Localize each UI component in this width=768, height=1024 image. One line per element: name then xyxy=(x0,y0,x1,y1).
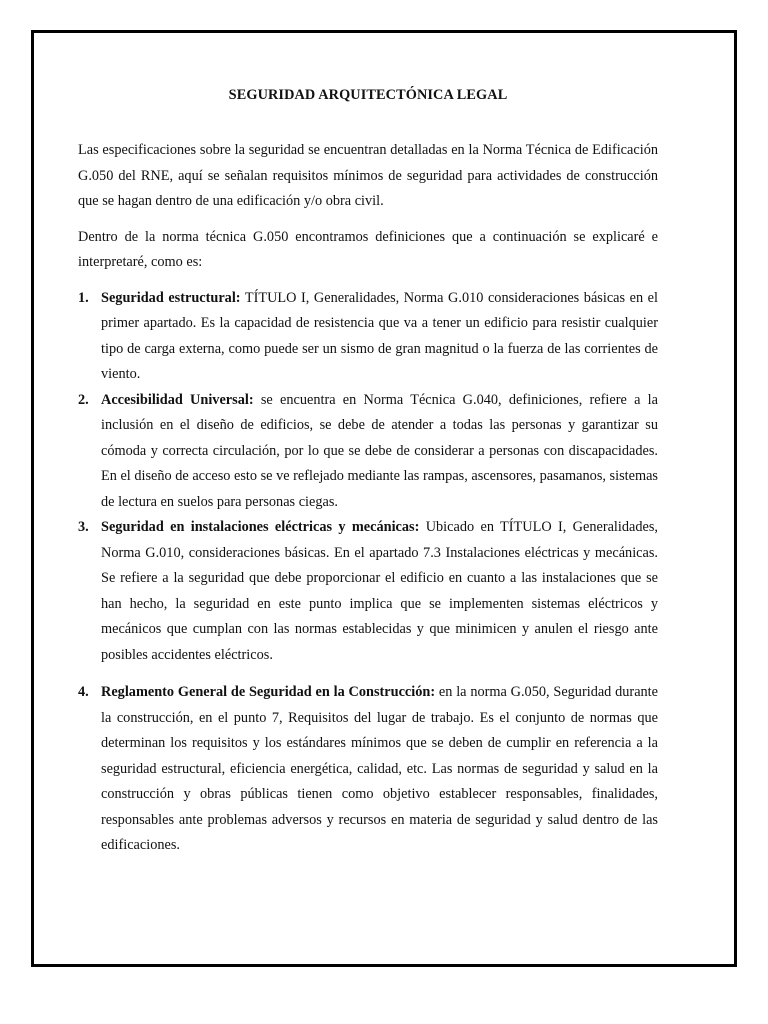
list-item xyxy=(78,515,658,668)
item-text: TÍTULO I, Generalidades, Norma G.010 consideraciones básicas en el primer apartado. Es la capacidad de resistencia que va a tener un edificio para resistir cualquier tipo de carga externa, como puede ser un sismo de gran magnitud o la fuerza de las corrientes de viento. xyxy=(101,289,658,382)
list-item xyxy=(78,680,658,859)
item-term: Accesibilidad Universal: xyxy=(101,391,254,408)
item-number: 3. xyxy=(78,519,89,535)
item-number: 4. xyxy=(78,684,89,700)
definitions-list xyxy=(78,286,658,859)
definitions-paragraph: Dentro de la norma técnica G.050 encontramos definiciones que a continuación se explicaré e interpretaré, como es: xyxy=(78,228,658,270)
list-item xyxy=(78,286,658,388)
list-item xyxy=(78,388,658,516)
item-number: 1. xyxy=(78,289,89,306)
item-term: Reglamento General de Seguridad en la Construcción: xyxy=(101,684,436,700)
item-text: se encuentra en Norma Técnica G.040, definiciones, refiere a la inclusión en el diseño de edificios, se debe de atender a todas las personas y garantizar su cómoda y correcta circulación, por lo que se debe de considerar a personas con discapacidades. En el diseño de acceso esto se ve reflejado mediante las rampas, ascensores, pasamanos, sistemas de lectura en suelos para personas ciegas. xyxy=(101,391,658,510)
item-term: Seguridad en instalaciones eléctricas y mecánicas: xyxy=(101,519,420,535)
item-text: Ubicado en TÍTULO I, Generalidades, Norma G.010, consideraciones básicas. En el apartado 7.3 Instalaciones eléctricas y mecánicas. Se refiere a la seguridad que debe proporcionar el edificio en cuanto a las instalaciones que se han hecho, la seguridad en este punto implica que se implementen sistemas eléctricos y mecánicos que cumplan con las normas establecidas y que minimicen y anulen el riesgo ante posibles accidentes eléctricos. xyxy=(101,519,658,663)
item-number: 2. xyxy=(78,391,89,408)
intro-paragraph: Las especificaciones sobre la seguridad se encuentran detalladas en la Norma Técnica de Edificación G.050 del RNE, aquí se señalan requisitos mínimos de seguridad para actividades de construcción que se hagan dentro de una edificación y/o obra civil. xyxy=(78,142,658,209)
item-text: en la norma G.050, Seguridad durante la construcción, en el punto 7, Requisitos del lugar de trabajo. Es el conjunto de normas que determinan los requisitos y los estándares mínimos que se deben de cumplir en referencia a la seguridad estructural, eficiencia energética, calidad, etc. Las normas de seguridad y salud en la construcción y obras públicas tienen como objetivo establecer responsables, finalidades, responsables ante problemas adversos y recursos en materia de seguridad y salud dentro de las edificaciones. xyxy=(101,684,658,853)
document-title: SEGURIDAD ARQUITECTÓNICA LEGAL xyxy=(228,87,508,103)
item-term: Seguridad estructural: xyxy=(101,289,241,306)
document-body xyxy=(78,85,658,859)
